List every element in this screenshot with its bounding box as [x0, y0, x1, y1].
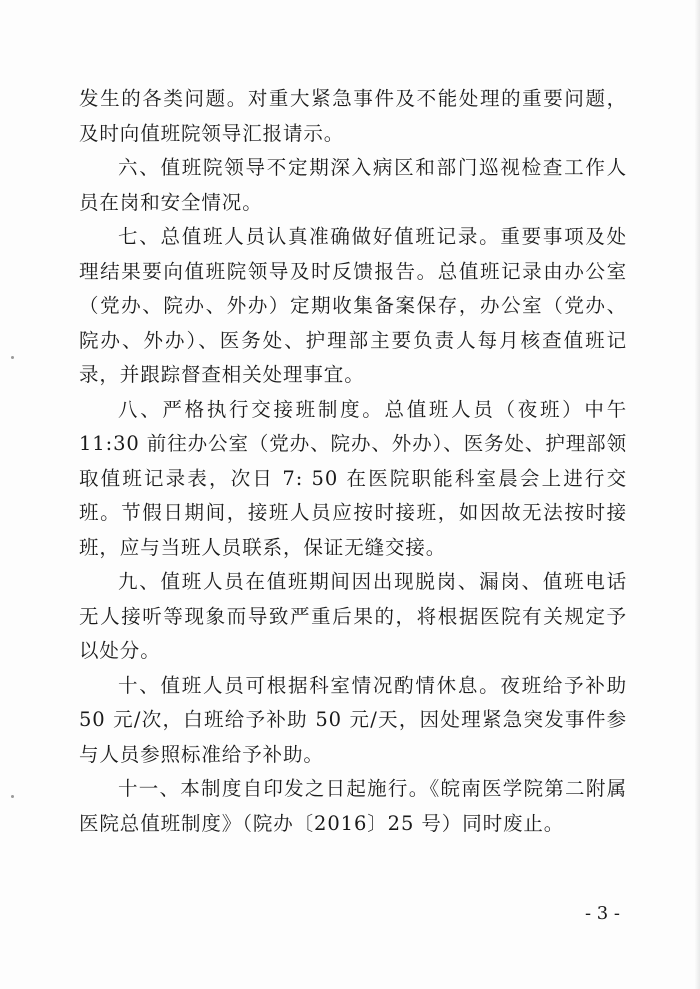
scan-mark [11, 795, 14, 798]
paragraph-item-11: 十一、本制度自印发之日起施行。《皖南医学院第二附属医院总值班制度》（院办〔2016〕25 号）同时废止。 [79, 777, 627, 835]
page-number: - 3 - [584, 903, 620, 924]
paragraph-item-9: 九、值班人员在值班期间因出现脱岗、漏岗、值班电话无人接听等现象而导致严重后果的，将根据医院有关规定予以处分。 [79, 570, 627, 662]
document-body [79, 82, 627, 841]
paragraph-item-6: 六、值班院领导不定期深入病区和部门巡视检查工作人员在岗和安全情况。 [79, 156, 627, 214]
paragraph-item-10: 十、值班人员可根据科室情况酌情休息。夜班给予补助 50 元/次，白班给予补助 50 元/天，因处理紧急突发事件参与人员参照标准给予补助。 [79, 673, 627, 766]
scan-edge-shadow [694, 0, 700, 989]
paragraph-continuation: 发生的各类问题。对重大紧急事件及不能处理的重要问题，及时向值班院领导汇报请示。 [79, 87, 627, 145]
paragraph-item-8: 八、严格执行交接班制度。总值班人员（夜班）中午 11:30 前往办公室（党办、院办、外办）、医务处、护理部领取值班记录表，次日 7: 50 在医院职能科室晨会上进行交班。节假日期间，接班人员应按时接班，如因故无法按时接班，应与当班人员联系，保证无缝交接。 [79, 397, 627, 559]
paragraph-item-7: 七、总值班人员认真准确做好值班记录。重要事项及处理结果要向值班院领导及时反馈报告。总值班记录由办公室（党办、院办、外办）定期收集备案保存，办公室（党办、院办、外办）、医务处、护理部主要负责人每月核查值班记录，并跟踪督查相关处理事宜。 [79, 225, 627, 386]
scan-mark [11, 356, 14, 359]
